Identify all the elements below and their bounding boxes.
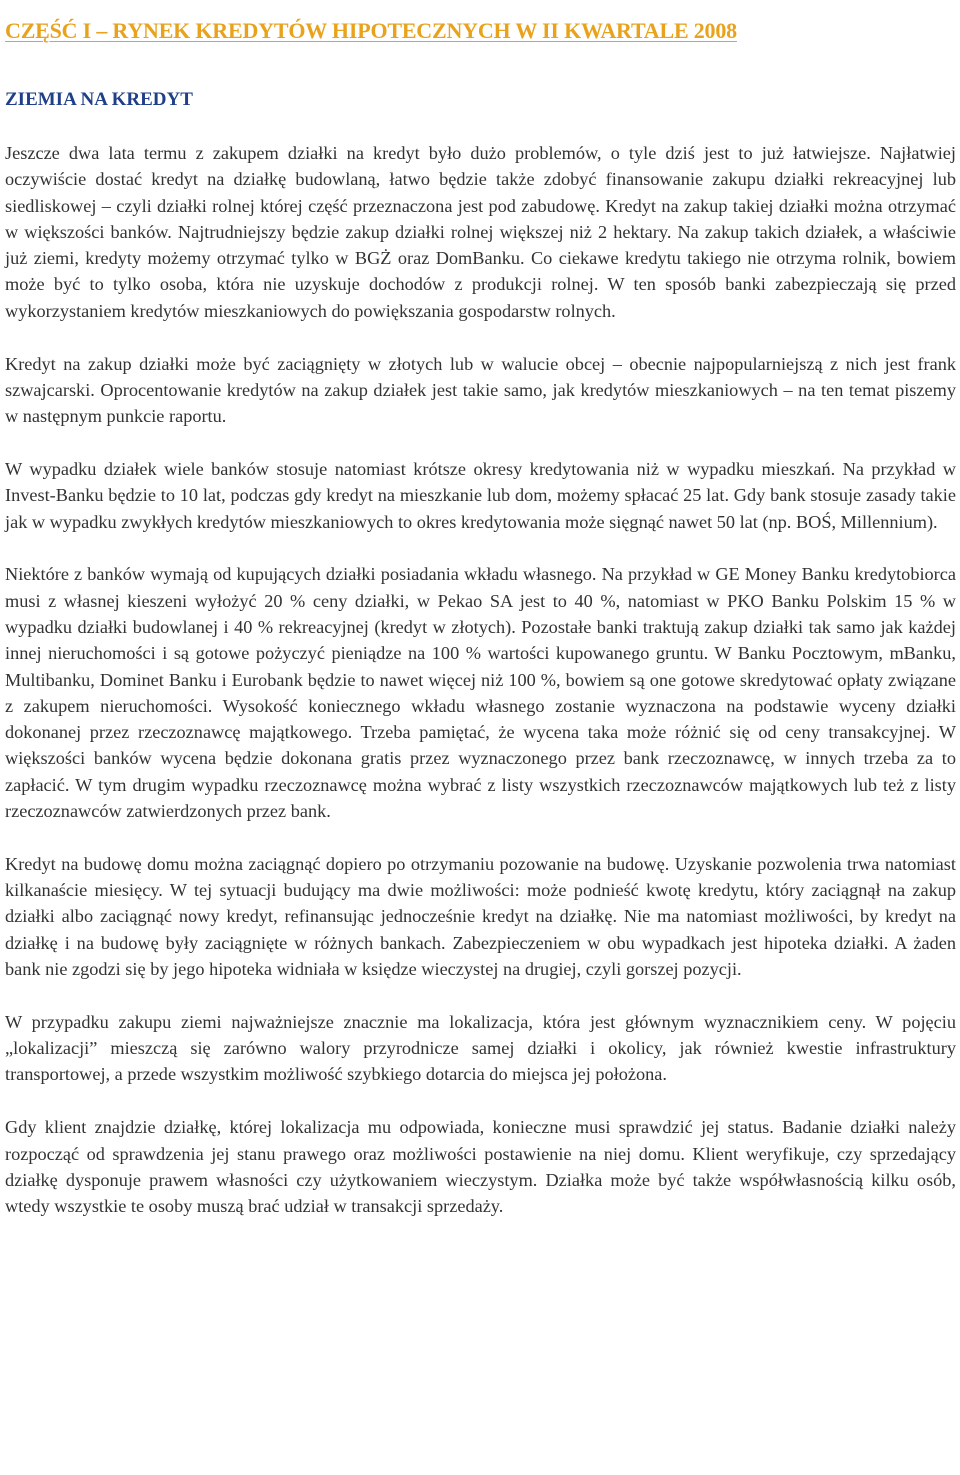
paragraph-6: W przypadku zakupu ziemi najważniejsze znacznie ma lokalizacja, która jest głównym wyznacznikiem ceny. W pojęciu „lokalizacji” mieszczą się zarówno walory przyrodnicze samej działki i okolicy, jak również kwestie infrastruktury transportowej, a przede wszystkim możliwość szybkiego dotarcia do miejsca jej położona. [5, 1011, 956, 1085]
paragraph-1: Jeszcze dwa lata termu z zakupem działki na kredyt było dużo problemów, o tyle dziś jest to już łatwiejsze. Najłatwiej oczywiście dostać kredyt na działkę budowlaną, łatwo będzie także zdobyć finansowanie zakupu działki rekreacyjnej lub siedliskowej – czyli działki rolnej której część przeznaczona jest pod zabudowę. Kredyt na zakup takiej działki można otrzymać w większości banków. Najtrudniejszy będzie zakup działki rolnej większej niż 2 hektary. Na zakup takich działek, a właściwie już ziemi, kredyty możemy otrzymać tylko w BGŻ oraz DomBanku. Co ciekawe kredytu takiego nie otrzyma rolnik, bowiem może być to tylko osoba, która nie uzyskuje dochodów z produkcji rolnej. W ten sposób banki zabezpieczają się przed wykorzystaniem kredytów mieszkaniowych do powiększania gospodarstw rolnych. [5, 143, 956, 321]
subsection-heading: ZIEMIA NA KREDYT [5, 89, 193, 110]
paragraph-5: Kredyt na budowę domu można zaciągnąć dopiero po otrzymaniu pozowanie na budowę. Uzyskanie pozwolenia trwa natomiast kilkanaście miesięcy. W tej sytuacji budujący ma dwie możliwości: może podnieść kwotę kredytu, który zaciągnął na zakup działki albo zaciągnąć nowy kredyt, refinansując jednocześnie kredyt na działkę. Nie ma natomiast możliwości, by kredyt na działkę i na budowę były zaciągnięte w różnych bankach. Zabezpieczeniem w obu wypadkach jest hipoteka działki. A żaden bank nie zgodzi się by jego hipoteka widniała w księdze wieczystej na drugiej, czyli gorszej pozycji. [5, 853, 956, 980]
paragraph-7: Gdy klient znajdzie działkę, której lokalizacja mu odpowiada, konieczne musi sprawdzić jej status. Badanie działki należy rozpocząć od sprawdzenia jej stanu prawego oraz możliwości postawienie na niej domu. Klient weryfikuje, czy sprzedający działkę dysponuje prawem własności czy użytkowaniem wieczystym. Działka może być także współwłasnością kilku osób, wtedy wszystkie te osoby muszą brać udział w transakcji sprzedaży. [5, 1117, 956, 1217]
paragraph-4: Niektóre z banków wymają od kupujących działki posiadania wkładu własnego. Na przykład w GE Money Banku kredytobiorca musi z własnej kieszeni wyłożyć 20 % ceny działki, w Pekao SA jest to 40 %, natomiast w PKO Banku Polskim 15 % w wypadku działki budowlanej i 40 % rekreacyjnej (kredyt w złotych). Pozostałe banki traktują zakup działki tak samo jak każdej innej nieruchomości i są gotowe pożyczyć pieniądze na 100 % wartości kupowanego gruntu. W Banku Pocztowym, mBanku, Multibanku, Dominet Banku i Eurobank będzie to nawet więcej niż 100 %, bowiem są one gotowe skredytować opłaty związane z zakupem nieruchomości. Wysokość koniecznego wkładu własnego zostanie wyznaczona na podstawie wyceny działki dokonanej przez rzeczoznawcę majątkowego. Trzeba pamiętać, że wycena taka może różnić się od ceny transakcyjnej. W większości banków wycena będzie dokonana gratis przez wyznaczonego przez bank rzeczoznawcę, w innych trzeba za to zapłacić. W tym drugim wypadku rzeczoznawcę można wybrać z listy wszystkich rzeczoznawców majątkowych lub też z listy rzeczoznawców zatwierdzonych przez bank. [5, 564, 956, 822]
paragraph-3: W wypadku działek wiele banków stosuje natomiast krótsze okresy kredytowania niż w wypadku mieszkań. Na przykład w Invest-Banku będzie to 10 lat, podczas gdy kredyt na mieszkanie lub dom, możemy spłacać 25 lat. Gdy bank stosuje zasady takie jak w wypadku zwykłych kredytów mieszkaniowych to okres kredytowania może sięgnąć nawet 50 lat (np. BOŚ, Millennium). [5, 458, 956, 532]
article-body [5, 140, 956, 1246]
section-heading: CZĘŚĆ I – RYNEK KREDYTÓW HIPOTECZNYCH W II KWARTALE 2008 [5, 18, 737, 43]
paragraph-2: Kredyt na zakup działki może być zaciągnięty w złotych lub w walucie obcej – obecnie najpopularniejszą z nich jest frank szwajcarski. Oprocentowanie kredytów na zakup działek jest takie samo, jak kredytów mieszkaniowych – na ten temat piszemy w następnym punkcie raportu. [5, 353, 956, 427]
